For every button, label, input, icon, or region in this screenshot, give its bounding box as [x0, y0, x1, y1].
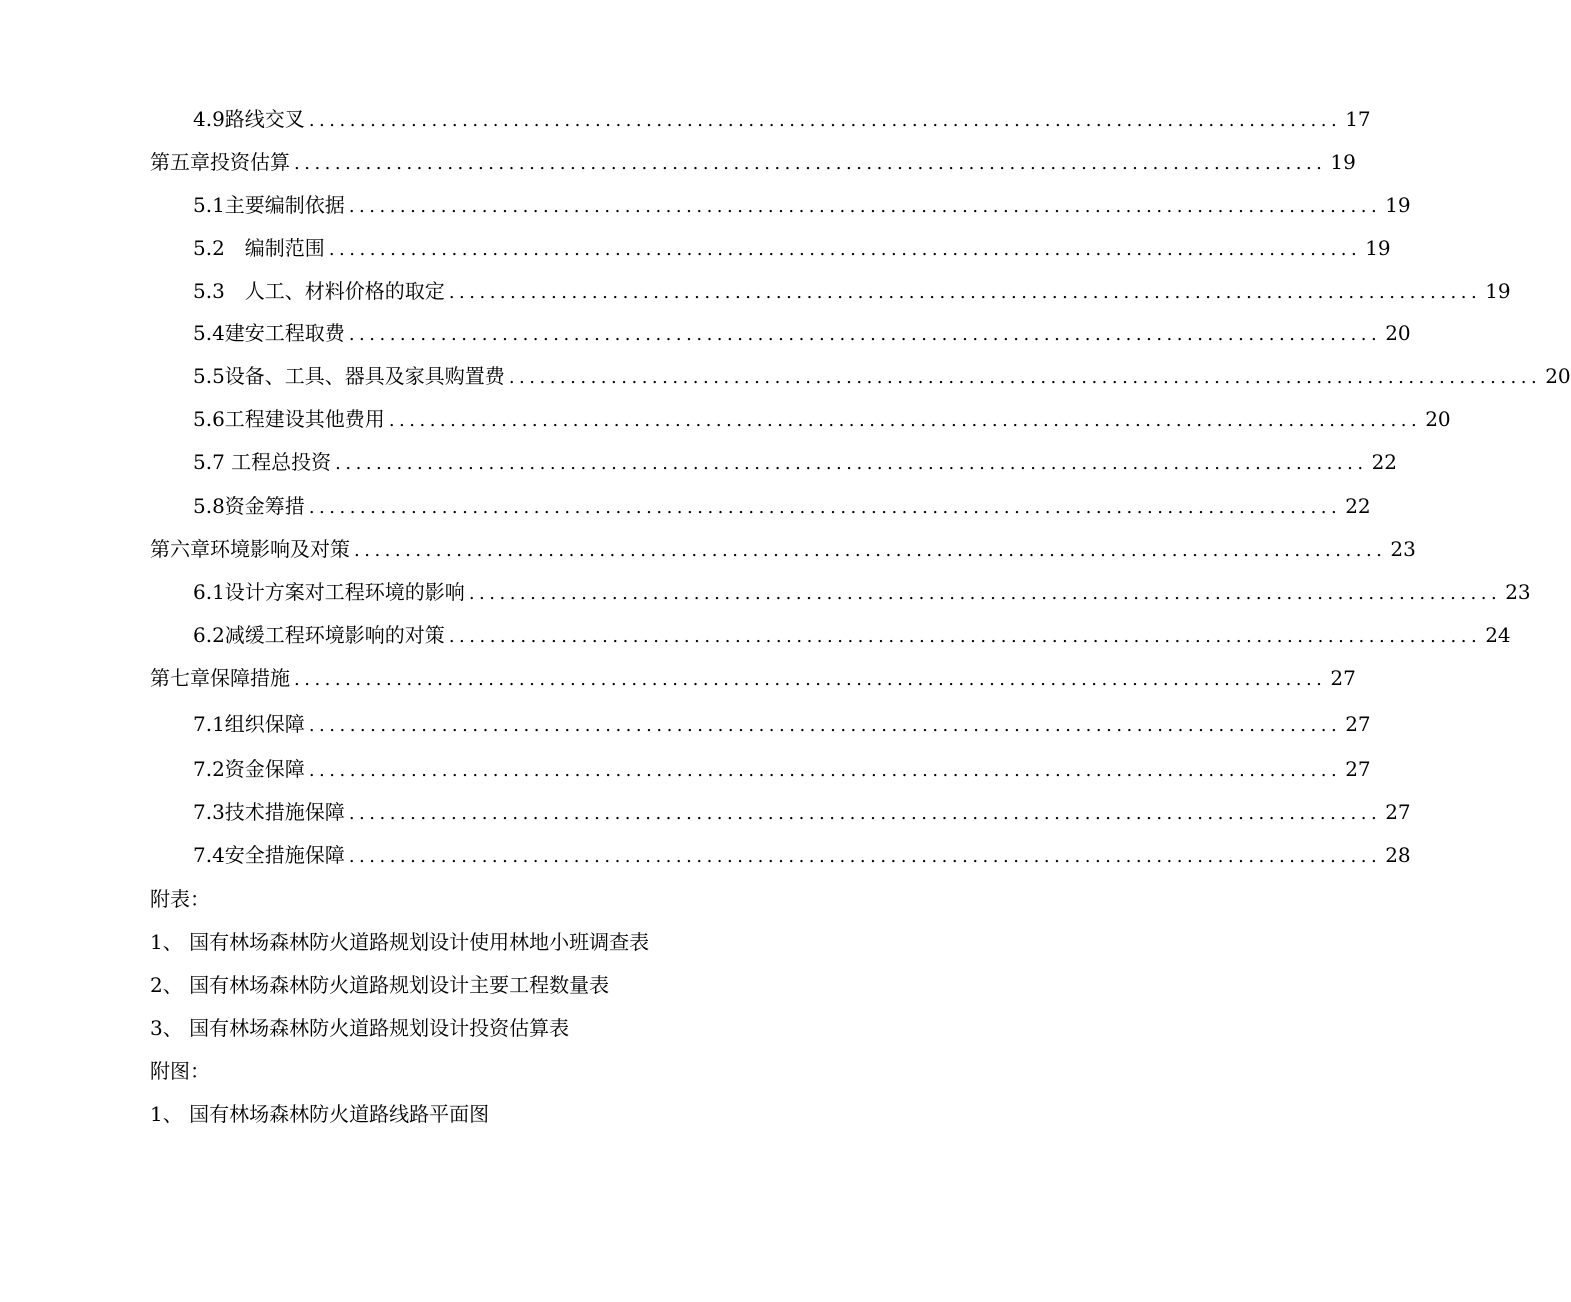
toc-entry-page: 27 [1385, 800, 1411, 824]
dot-leader: ..................................................................................................... [308, 760, 1342, 781]
toc-chapter-entry[interactable] [150, 537, 1416, 563]
toc-entry-title: 6.2减缓工程环境影响的对策 [193, 623, 445, 647]
toc-entry-title: 5.1主要编制依据 [193, 193, 345, 217]
toc-entry[interactable] [193, 757, 1371, 783]
toc-entry-page: 20 [1545, 364, 1571, 388]
toc-entry-title: 第七章保障措施 [150, 666, 290, 690]
dot-leader: ..................................................................................................... [508, 367, 1542, 388]
toc-entry[interactable] [193, 843, 1411, 869]
toc-entry[interactable] [193, 107, 1371, 133]
dot-leader: ..................................................................................................... [348, 803, 1382, 824]
dot-leader: ..................................................................................................... [468, 583, 1502, 604]
toc-entry-title: 5.6工程建设其他费用 [193, 407, 385, 431]
toc-entry-title: 第五章投资估算 [150, 150, 290, 174]
dot-leader: ..................................................................................................... [348, 196, 1382, 217]
toc-entry[interactable] [193, 712, 1371, 738]
toc-entry-page: 23 [1505, 580, 1531, 604]
attached-figure-item: 1、 国有林场森林防火道路线路平面图 [150, 1102, 490, 1126]
toc-entry-title: 5.5设备、工具、器具及家具购置费 [193, 364, 505, 388]
attached-figures-heading: 附图： [150, 1059, 210, 1083]
toc-entry-page: 17 [1345, 107, 1371, 131]
toc-entry[interactable] [193, 364, 1571, 390]
toc-entry[interactable] [193, 800, 1411, 826]
dot-leader: ..................................................................................................... [294, 153, 1327, 174]
dot-leader: ..................................................................................................... [448, 282, 1482, 303]
toc-entry-page: 28 [1385, 843, 1411, 867]
dot-leader: ..................................................................................................... [335, 453, 1368, 474]
dot-leader: ..................................................................................................... [448, 626, 1482, 647]
toc-entry-page: 20 [1425, 407, 1451, 431]
toc-entry-title: 5.4建安工程取费 [193, 321, 345, 345]
dot-leader: ..................................................................................................... [308, 715, 1342, 736]
toc-entry-page: 22 [1345, 494, 1371, 518]
toc-entry-page: 19 [1330, 150, 1356, 174]
dot-leader: ..................................................................................................... [308, 110, 1342, 131]
toc-chapter-entry[interactable] [150, 666, 1356, 692]
dot-leader: ..................................................................................................... [294, 669, 1327, 690]
toc-entry-title: 7.3技术措施保障 [193, 800, 345, 824]
toc-entry-page: 27 [1330, 666, 1356, 690]
attached-table-item: 1、 国有林场森林防火道路规划设计使用林地小班调查表 [150, 930, 650, 954]
toc-entry[interactable] [193, 580, 1531, 606]
toc-entry-title: 7.1组织保障 [193, 712, 305, 736]
attached-tables-heading: 附表： [150, 887, 210, 911]
toc-entry-page: 24 [1485, 623, 1511, 647]
toc-entry-title: 4.9路线交叉 [193, 107, 305, 131]
dot-leader: ..................................................................................................... [328, 239, 1362, 260]
attached-table-item: 2、 国有林场森林防火道路规划设计主要工程数量表 [150, 973, 610, 997]
toc-entry-page: 23 [1390, 537, 1416, 561]
toc-chapter-entry[interactable] [150, 150, 1356, 176]
dot-leader: ..................................................................................................... [388, 410, 1422, 431]
toc-entry[interactable] [193, 193, 1411, 219]
toc-entry[interactable] [193, 450, 1398, 476]
toc-entry-title: 5.8资金筹措 [193, 494, 305, 518]
toc-entry-page: 19 [1365, 236, 1391, 260]
toc-entry[interactable] [193, 494, 1371, 520]
toc-entry[interactable] [193, 279, 1511, 305]
toc-entry-title: 7.2资金保障 [193, 757, 305, 781]
toc-entry-page: 19 [1385, 193, 1411, 217]
dot-leader: ..................................................................................................... [348, 846, 1382, 867]
toc-entry[interactable] [193, 407, 1451, 433]
dot-leader: ..................................................................................................... [354, 540, 1387, 561]
toc-entry-title: 7.4安全措施保障 [193, 843, 345, 867]
toc-entry-page: 27 [1345, 712, 1371, 736]
toc-entry-title: 5.7 工程总投资 [193, 450, 332, 474]
toc-entry-title: 5.2 编制范围 [193, 236, 325, 260]
toc-entry[interactable] [193, 623, 1511, 649]
toc-entry-title: 第六章环境影响及对策 [150, 537, 350, 561]
toc-entry[interactable] [193, 236, 1391, 262]
attached-table-item: 3、 国有林场森林防火道路规划设计投资估算表 [150, 1016, 570, 1040]
dot-leader: ..................................................................................................... [348, 324, 1382, 345]
toc-entry-title: 6.1设计方案对工程环境的影响 [193, 580, 465, 604]
toc-entry-page: 22 [1371, 450, 1398, 474]
toc-entry-title: 5.3 人工、材料价格的取定 [193, 279, 445, 303]
toc-entry-page: 19 [1485, 279, 1511, 303]
toc-entry-page: 20 [1385, 321, 1411, 345]
toc-entry-page: 27 [1345, 757, 1371, 781]
toc-entry[interactable] [193, 321, 1411, 347]
dot-leader: ..................................................................................................... [308, 497, 1342, 518]
